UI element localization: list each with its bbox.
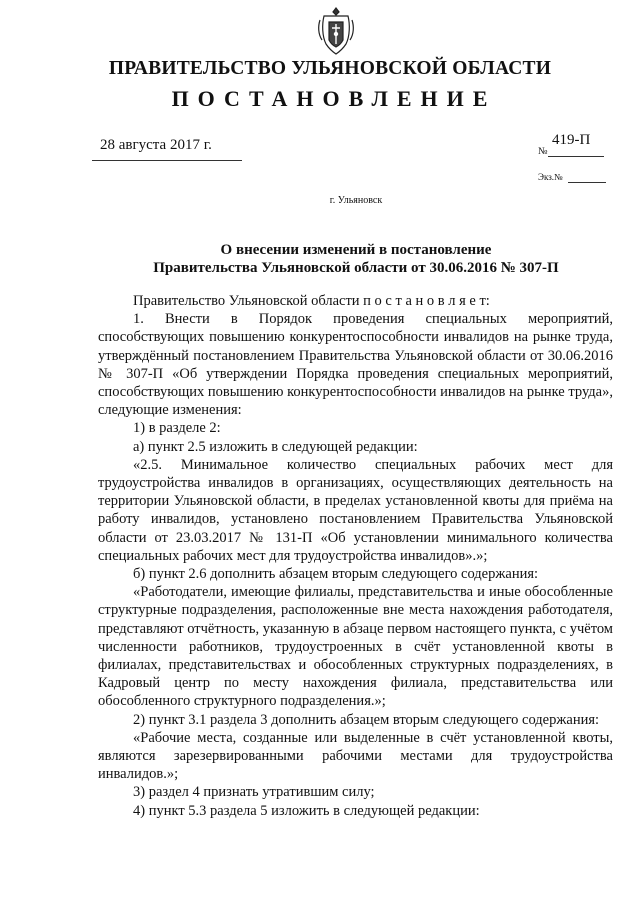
paragraph: б) пункт 2.6 дополнить абзацем вторым следующего содержания: [133,566,539,583]
date-underline [92,160,242,161]
document-date: 28 августа 2017 г. [100,137,212,153]
number-label: № [538,146,548,157]
paragraph: Правительство Ульяновской области п о с т а н о в л я е т: [133,293,490,309]
government-name: ПРАВИТЕЛЬСТВО УЛЬЯНОВСКОЙ ОБЛАСТИ [108,58,552,79]
document-body [98,292,613,820]
copy-number-label: Экз.№ [538,172,563,182]
document-number: 419-П [552,132,591,148]
subject-line-2: Правительства Ульяновской области от 30.06.2016 № 307-П [153,260,559,276]
city: г. Ульяновск [329,195,383,206]
document-type: ПОСТАНОВЛЕНИЕ [171,86,497,111]
paragraph: «Работодатели, имеющие филиалы, представительства и иные обособленные структурные подразделения, расположенные вне места нахождения работодателя, представляют отчётность, указанную в абзаце первом настоящего пункта, с учётом численности работников, трудоустроенных в счёт установленной квоты в филиалах, представительствах и обособленных структурных подразделениях, в Кадровый центр по месту нахождения филиала, представительства или обособленного структурного подразделения.»; [98,584,613,710]
paragraph: 4) пункт 5.3 раздела 5 изложить в следующей редакции: [133,802,480,819]
paragraph: 2) пункт 3.1 раздела 3 дополнить абзацем вторым следующего содержания: [133,711,600,728]
coat-of-arms-icon [316,6,356,56]
paragraph: 1. Внести в Порядок проведения специальных мероприятий, способствующих повышению конкурентоспособности инвалидов на рынке труда, утверждённый постановлением Правительства Ульяновской области от 30.06.2016 № 307-П «Об утверждении Порядка проведения специальных мероприятий, способствующих повышению конкурентоспособности инвалидов на рынке труда», следующие изменения: [98,311,613,419]
copy-number-underline [568,182,606,183]
paragraph: а) пункт 2.5 изложить в следующей редакции: [133,438,418,455]
paragraph: 3) раздел 4 признать утратившим силу; [133,784,375,801]
document-subject [136,241,576,277]
number-underline [548,156,604,157]
paragraph: 1) в разделе 2: [133,420,221,437]
subject-line-1: О внесении изменений в постановление [220,242,492,258]
paragraph: «Рабочие места, созданные или выделенные в счёт установленной квоты, являются зарезервированными рабочими местами для трудоустройства инвалидов.»; [98,729,613,783]
paragraph: «2.5. Минимальное количество специальных рабочих мест для трудоустройства инвалидов в организациях, осуществляющих деятельность на территории Ульяновской области, в пределах установленной квоты для приёма на работу инвалидов, установлено постановлением Правительства Ульяновской области от 23.03.2017 № 131-П «Об установлении минимального количества специальных рабочих мест для трудоустройства инвалидов».»; [98,456,613,564]
